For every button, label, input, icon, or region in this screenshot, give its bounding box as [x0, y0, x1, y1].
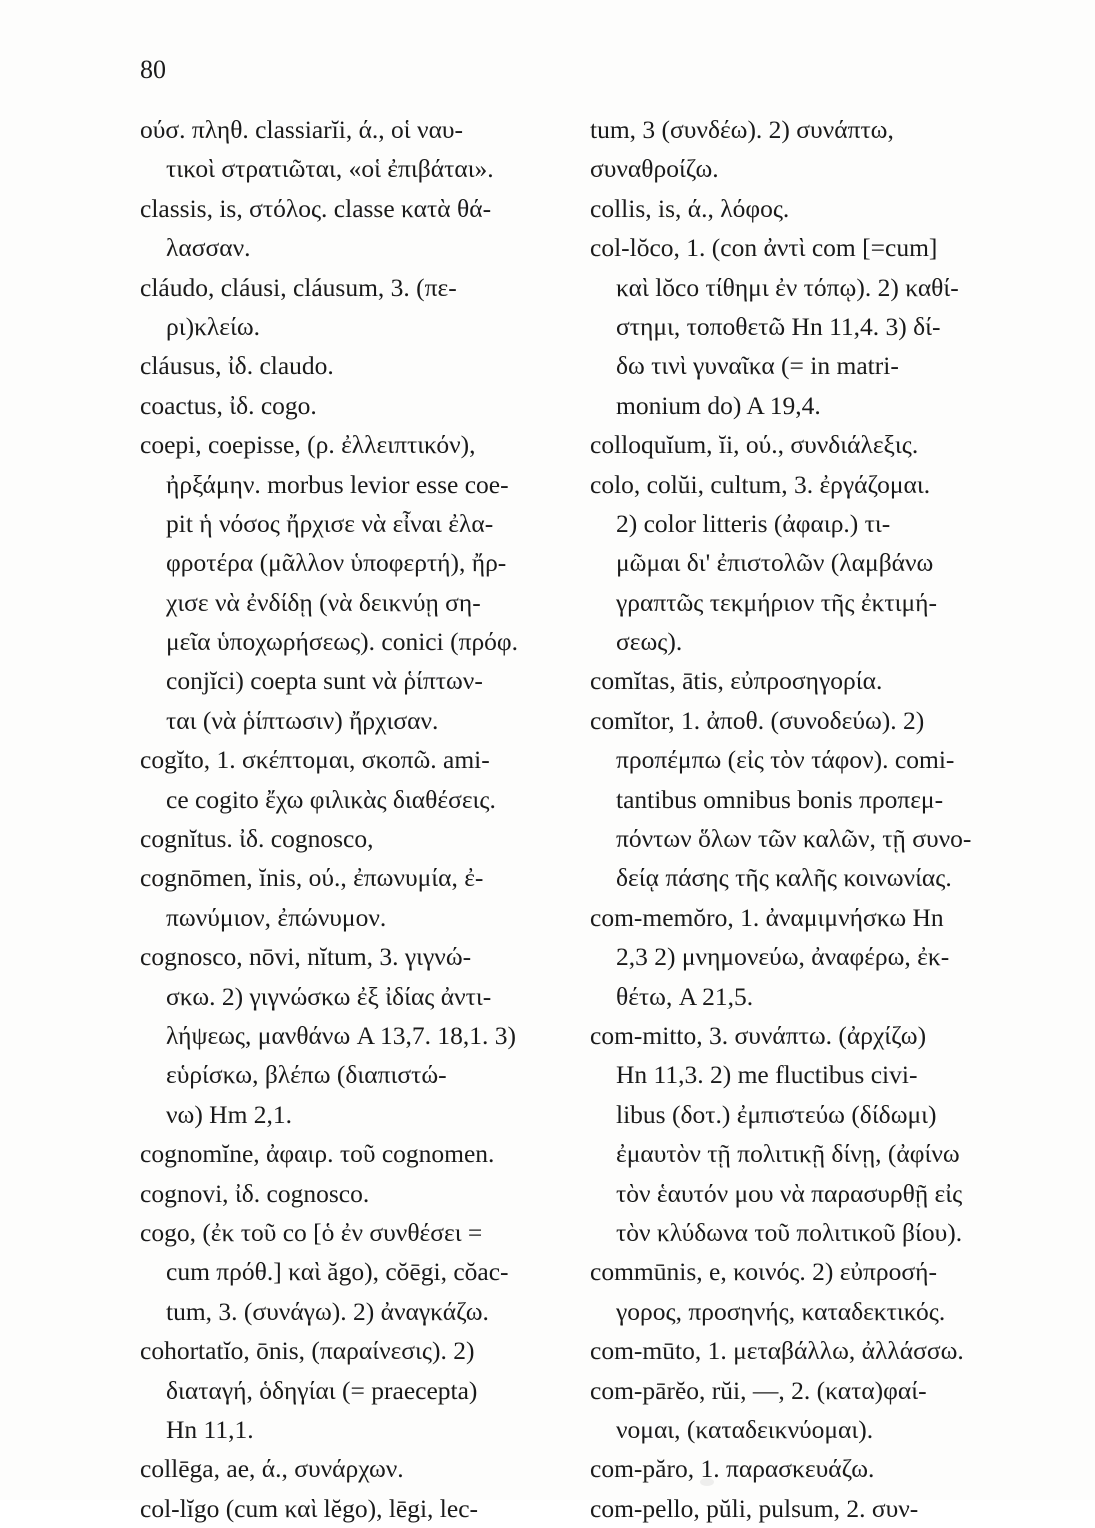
- entry-line: cohortatĭo, ōnis, (παραίνεσις). 2): [140, 1336, 475, 1366]
- entry-line: ρι)κλείω.: [166, 311, 261, 341]
- entry-line: μεῖα ὑποχωρήσεως). conici (πρόφ.: [166, 627, 519, 657]
- page-number: 80: [140, 55, 166, 84]
- entry-line: τικοὶ στρατιῶται, «οἱ ἐπιβάται».: [166, 154, 494, 184]
- entry-line: colloquĭum, ĭi, ού., συνδιάλεξις.: [590, 430, 919, 460]
- entry-line: cognōmen, ĭnis, ού., ἐπωνυμία, ἐ-: [140, 863, 484, 893]
- entry-line: ται (νὰ ῥίπτωσιν) ἤρχισαν.: [166, 705, 439, 735]
- entry-line: cum πρόθ.] καὶ ăgo), cŏēgi, cŏac-: [166, 1257, 509, 1287]
- entry-line: commūnis, e, κοινός. 2) εὐπροσή-: [590, 1257, 937, 1287]
- entry-line: com-pārĕo, rŭi, —, 2. (κατα)φαί-: [590, 1375, 927, 1405]
- entry-line: προπέμπω (εἰς τὸν τάφον). comi-: [616, 745, 955, 775]
- entry-line: συναθροίζω.: [590, 154, 719, 184]
- entry-line: tantibus omnibus bonis προπεμ-: [616, 784, 944, 814]
- entry-line: col-lĭgo (cum καὶ lĕgo), lēgi, lec-: [140, 1493, 479, 1523]
- entry-line: καὶ lŏco τίθημι ἐν τόπῳ). 2) καθί-: [616, 272, 959, 302]
- entry-line: cláusus, ἰδ. claudo.: [140, 351, 334, 381]
- entry-line: γραπτῶς τεκμήριον τῆς ἐκτιμή-: [616, 587, 938, 617]
- entry-line: πωνύμιον, ἐπώνυμον.: [166, 902, 387, 932]
- entry-line: com-pello, pŭli, pulsum, 2. συν-: [590, 1493, 919, 1523]
- entry-line: collis, is, ά., λόφος.: [590, 193, 790, 223]
- entry-line: pit ἡ νόσος ἤρχισε νὰ εἶναι ἐλα-: [166, 508, 494, 538]
- entry-line: ἠρξάμην. morbus levior esse coe-: [166, 469, 509, 499]
- entry-line: libus (δοτ.) ἐμπιστεύω (δίδωμι): [616, 1099, 937, 1129]
- entry-line: διαταγή, ὁδηγίαι (= praecepta): [166, 1375, 478, 1405]
- entry-line: τὸν ἑαυτόν μου νὰ παρασυρθῇ εἰς: [616, 1178, 963, 1208]
- entry-line: com-mitto, 3. συνάπτω. (ἀρχίζω): [590, 1020, 927, 1050]
- entry-line: coepi, coepisse, (ρ. ἐλλειπτικόν),: [140, 430, 476, 460]
- entry-line: ἐμαυτὸν τῇ πολιτικῇ δίνῃ, (ἀφίνω: [616, 1139, 960, 1169]
- entry-line: 2,3 2) μνημονεύω, ἀναφέρω, ἐκ-: [616, 942, 950, 972]
- entry-line: coactus, ἰδ. cogo.: [140, 390, 317, 420]
- entry-line: δω τινὶ γυναῖκα (= in matri-: [616, 351, 899, 381]
- entry-line: conjĭci) coepta sunt νὰ ῥίπτων-: [166, 666, 483, 696]
- entry-line: cognovi, ἰδ. cognosco.: [140, 1178, 370, 1208]
- right-column: [590, 110, 1045, 1528]
- entry-line: tum, 3 (συνδέω). 2) συνάπτω,: [590, 115, 894, 144]
- entry-line: cognĭtus. ἰδ. cognosco,: [140, 824, 374, 854]
- entry-line: φροτέρα (μᾶλλον ὑποφερτή), ἤρ-: [166, 548, 507, 578]
- entry-line: σεως).: [616, 627, 683, 657]
- entry-line: χισε νὰ ἐνδίδῃ (νὰ δεικνύῃ ση-: [166, 587, 481, 617]
- entry-line: θέτω, A 21,5.: [616, 981, 754, 1011]
- entry-line: tum, 3. (συνάγω). 2) ἀναγκάζω.: [166, 1296, 489, 1326]
- entry-line: com-păro, 1. παρασκευάζω.: [590, 1454, 875, 1484]
- entry-line: λήψεως, μανθάνω A 13,7. 18,1. 3): [166, 1020, 516, 1050]
- entry-line: cognosco, nōvi, nĭtum, 3. γιγνώ-: [140, 942, 472, 972]
- entry-line: πόντων ὅλων τῶν καλῶν, τῇ συνο-: [616, 824, 972, 854]
- entry-line: collēga, ae, ά., συνάρχων.: [140, 1454, 404, 1484]
- entry-line: cogĭto, 1. σκέπτομαι, σκοπῶ. ami-: [140, 745, 490, 775]
- left-column: [140, 110, 580, 1528]
- entry-line: δείᾳ πάσης τῆς καλῆς κοινωνίας.: [616, 863, 952, 893]
- entry-line: comĭtas, ātis, εὐπροσηγορία.: [590, 666, 883, 696]
- entry-line: ούσ. πληθ. classiarĭi, ά., οἱ ναυ-: [140, 115, 464, 144]
- entry-line: 2) color litteris (ἀφαιρ.) τι-: [616, 508, 891, 538]
- entry-line: γορος, προσηνής, καταδεκτικός.: [616, 1296, 946, 1326]
- entry-line: Hn 11,1.: [166, 1414, 254, 1444]
- entry-line: λασσαν.: [166, 233, 251, 263]
- paper-smudge: [700, 1478, 714, 1486]
- entry-line: com-mūto, 1. μεταβάλλω, ἀλλάσσω.: [590, 1336, 964, 1366]
- entry-line: σκω. 2) γιγνώσκω ἐξ ἰδίας ἀντι-: [166, 981, 492, 1011]
- entry-line: cogo, (ἐκ τοῦ co [ὁ ἐν συνθέσει =: [140, 1217, 483, 1247]
- entry-line: cognomĭne, ἀφαιρ. τοῦ cognomen.: [140, 1139, 495, 1169]
- entry-line: νομαι, (καταδεικνύομαι).: [616, 1414, 874, 1444]
- entry-line: στημι, τοποθετῶ Hn 11,4. 3) δί-: [616, 311, 941, 341]
- entry-line: μῶμαι δι' ἐπιστολῶν (λαμβάνω: [616, 548, 934, 578]
- entry-line: τὸν κλύδωνα τοῦ πολιτικοῦ βίου).: [616, 1217, 963, 1247]
- entry-line: com-memŏro, 1. ἀναμιμνήσκω Hn: [590, 902, 944, 932]
- entry-line: monium do) A 19,4.: [616, 390, 821, 420]
- entry-line: cláudo, cláusi, cláusum, 3. (πε-: [140, 272, 457, 302]
- entry-line: classis, is, στόλος. classe κατὰ θά-: [140, 193, 492, 223]
- entry-line: colo, colŭi, cultum, 3. ἐργάζομαι.: [590, 469, 931, 499]
- entry-line: ce cogito ἔχω φιλικὰς διαθέσεις.: [166, 784, 496, 814]
- entry-line: νω) Hm 2,1.: [166, 1099, 293, 1129]
- entry-line: comĭtor, 1. ἀποθ. (συνοδεύω). 2): [590, 705, 925, 735]
- entry-line: col-lŏco, 1. (con ἀντὶ com [=cum]: [590, 233, 938, 263]
- entry-line: εὑρίσκω, βλέπω (διαπιστώ-: [166, 1060, 447, 1090]
- entry-line: Hn 11,3. 2) me fluctibus civi-: [616, 1060, 918, 1090]
